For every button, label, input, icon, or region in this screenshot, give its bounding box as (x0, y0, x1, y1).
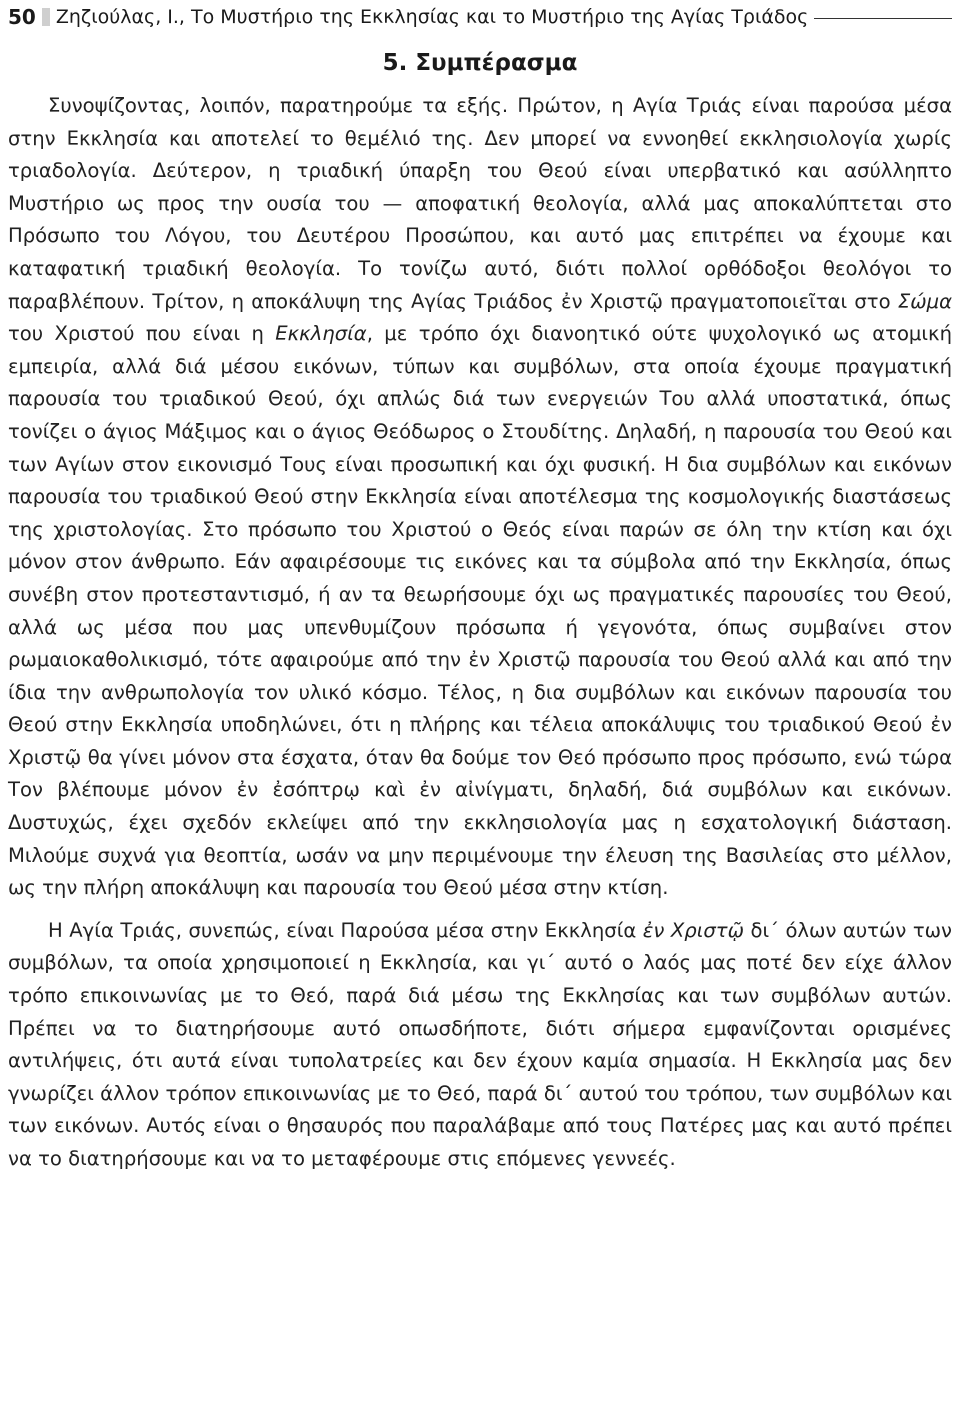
text-run: του Χριστού που είναι η (8, 322, 276, 346)
header-separator (42, 8, 50, 26)
italic-text: Εκκλησία (275, 322, 367, 346)
section-title: 5. Συμπέρασμα (382, 50, 578, 76)
text-run: Η Αγία Τριάς, συνεπώς, είναι Παρούσα μέσα στην Εκκλησία (48, 918, 643, 942)
text-run: δι΄ όλων αυτών των συμβόλων, τα οποία χρησιμοποιεί η Εκκλησία, και γι΄ αυτό ο λαός μας ποτέ δεν είχε άλλον τρόπο επικοινωνίας με το Θεό, παρά διά μέσω της Εκκλησίας και των συμβόλων αυτών. Πρέπει να το διατηρήσουμε αυτό οπωσδήποτε, διότι σήμερα εμφανίζονται ορισμένες αντιλήψεις, ότι αυτά είναι τυπολατρείες και δεν έχουν καμία σημασία. Η Εκκλησία μας δεν γνωρίζει άλλον τρόπον επικοινωνίας με το Θεό, παρά δι΄ αυτού του τρόπου, των συμβόλων και των εικόνων. Αυτός είναι ο θησαυρός που παραλάβαμε από τους Πατέρες μας και αυτό πρέπει να το διατηρήσουμε και να το μεταφέρουμε στις επόμενες γεννεές. (8, 918, 952, 1170)
header-rule (814, 18, 952, 19)
page-number: 50 (8, 5, 36, 29)
paragraph (8, 90, 952, 905)
text-run: Συνοψίζοντας, λοιπόν, παρατηρούμε τα εξής. Πρώτον, η Αγία Τριάς είναι παρούσα μέσα στην Εκκλησία και αποτελεί το θεμέλιό της. Δεν μπορεί να εννοηθεί εκκλησιολογία χωρίς τριαδολογία. Δεύτερον, η τριαδική ύπαρξη του Θεού είναι υπερβατικό και ασύλληπτο Μυστήριο ως προς την ουσία του — αποφατική θεολογία, αλλά μας αποκαλύπτεται στο Πρόσωπο του Λόγου, του Δευτέρου Προσώπου, και αυτό μας επιτρέπει να έχουμε και καταφατική τριαδική θεολογία. Το τονίζω αυτό, διότι πολλοί ορθόδοξοι θεολόγοι το παραβλέπουν. Τρίτον, η αποκάλυψη της Αγίας Τριάδος ἐν Χριστῷ πραγματοποιεῖται στο (8, 94, 952, 313)
running-title: Ζηζιούλας, Ι., Το Μυστήριο της Εκκλησίας και το Μυστήριο της Αγίας Τριάδος (55, 6, 809, 28)
text-run: , με τρόπο όχι διανοητικό ούτε ψυχολογικό ως ατομική εμπειρία, αλλά διά μέσου εικόνων, τύπων και συμβόλων, στα οποία έχουμε πραγματική παρουσία του τριαδικού Θεού, όχι απλώς διά των ενεργειών Του αλλά υποστατικά, όπως τονίζει ο άγιος Μάξιμος και ο άγιος Θεόδωρος ο Στουδίτης. Δηλαδή, η παρουσία του Θεού και των Αγίων στον εικονισμό Τους είναι προσωπική και όχι φυσική. Η δια συμβόλων και εικόνων παρουσία του τριαδικού Θεού στην Εκκλησία είναι αποτέλεσμα της κοσμολογικής διαστάσεως της χριστολογίας. Στο πρόσωπο του Χριστού ο Θεός είναι παρών σε όλη την κτίση και όχι μόνον στον άνθρωπο. Εάν αφαιρέσουμε τις εικόνες και τα σύμβολα από την Εκκλησία, όπως συνέβη στον προτεσταντισμό, ή αν τα θεωρήσουμε όχι ως πραγματικές παρουσίες του Θεού, αλλά ως μέσα που μας υπενθυμίζουν πρόσωπα ή γεγονότα, όπως συμβαίνει στον ρωμαιοκαθολικισμό, τότε αφαιρούμε από την ἐν Χριστῷ παρουσία του Θεού αλλά και από την ίδια την ανθρωπολογία τον υλικό κόσμο. Τέλος, η δια συμβόλων και εικόνων παρουσία του Θεού στην Εκκλησία υποδηλώνει, ότι η πλήρης και τέλεια αποκάλυψις του τριαδικού Θεού ἐν Χριστῷ θα γίνει μόνον στα έσχατα, όταν θα δούμε τον Θεό πρόσωπο προς πρόσωπο, ενώ τώρα Τον βλέπουμε μόνον ἐν ἐσόπτρῳ καὶ ἐν αἰνίγματι, δηλαδή, διά συμβόλων και εικόνων. Δυστυχώς, έχει σχεδόν εκλείψει από την εκκλησιολογία μας η εσχατολογική διάσταση. Μιλούμε συχνά για θεοπτία, ωσάν να μην περιμένουμε την έλευση της Βασιλείας στο μέλλον, ως την πλήρη αποκάλυψη και παρουσία του Θεού μέσα στην κτίση. (8, 322, 952, 900)
body-text (8, 90, 952, 1176)
document-page (8, 0, 952, 1176)
italic-text: ἐν Χριστῷ (642, 918, 744, 942)
italic-text: Σώμα (897, 289, 952, 313)
paragraph (8, 915, 952, 1176)
running-header (8, 2, 952, 32)
